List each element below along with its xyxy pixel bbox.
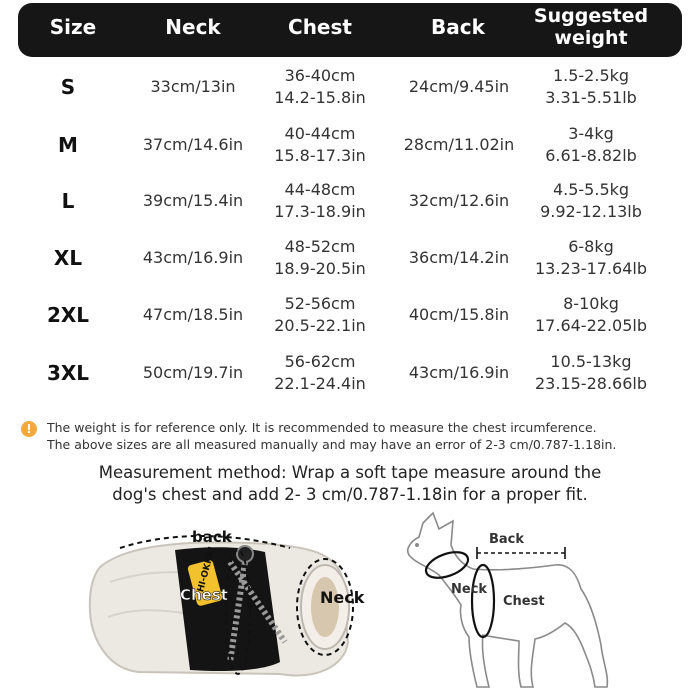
chest-cm: 44-48cm [284, 180, 356, 199]
weight-lb: 3.31-5.51lb [545, 88, 637, 107]
weight-lb: 23.15-28.66lb [535, 374, 647, 393]
chest-in: 17.3-18.9in [274, 202, 366, 221]
weight-lb: 13.23-17.64lb [535, 259, 647, 278]
back-cell: 40cm/15.8in [408, 305, 510, 324]
chest-cm: 40-44cm [284, 124, 356, 143]
chest-cm: 48-52cm [284, 237, 356, 256]
neck-cell: 47cm/18.5in [142, 305, 244, 324]
note-line-2: The above sizes are all measured manually and may have an error of 2-3 cm/0.787-1.18in. [47, 437, 617, 452]
table-row [0, 344, 700, 402]
chest-in: 15.8-17.3in [274, 146, 366, 165]
weight-kg: 6-8kg [568, 237, 614, 256]
weight-kg: 10.5-13kg [550, 352, 632, 371]
neck-cell: 33cm/13in [150, 77, 236, 96]
back-cell: 32cm/12.6in [408, 191, 510, 210]
header-size: Size [49, 15, 97, 39]
method-line-2: dog's chest and add 2- 3 cm/0.787-1.18in for a proper fit. [112, 485, 588, 504]
back-cell: 24cm/9.45in [408, 77, 510, 96]
size-cell: S [60, 75, 76, 99]
neck-cell: 43cm/16.9in [142, 248, 244, 267]
header-back: Back [431, 15, 485, 39]
coat-diagram [80, 522, 370, 697]
chest-in: 20.5-22.1in [274, 316, 366, 335]
weight-kg: 4.5-5.5kg [552, 180, 630, 199]
chest-cm: 52-56cm [284, 294, 356, 313]
size-cell: L [61, 189, 75, 213]
dog-diagram [395, 505, 620, 695]
size-cell: M [58, 133, 78, 157]
weight-cell [528, 344, 654, 402]
chest-in: 14.2-15.8in [274, 88, 366, 107]
header-weight-line1: Suggested [533, 5, 649, 27]
chest-cell [255, 116, 385, 174]
header-suggested-weight [528, 0, 654, 54]
neck-cell: 37cm/14.6in [142, 135, 244, 154]
chest-cell [255, 229, 385, 287]
weight-lb: 17.64-22.05lb [535, 316, 647, 335]
dog-neck-label: Neck [451, 582, 488, 597]
chest-cell [255, 344, 385, 402]
weight-cell [528, 58, 654, 116]
size-cell: 2XL [46, 303, 90, 327]
header-weight-line2: weight [554, 27, 628, 49]
chest-cell [255, 286, 385, 344]
chest-cm: 56-62cm [284, 352, 356, 371]
neck-cell: 50cm/19.7in [142, 363, 244, 382]
coat-back-label: back [192, 528, 232, 546]
table-row [0, 229, 700, 287]
weight-cell [528, 286, 654, 344]
weight-cell [528, 116, 654, 174]
back-cell: 36cm/14.2in [408, 248, 510, 267]
chest-in: 18.9-20.5in [274, 259, 366, 278]
table-row [0, 116, 700, 174]
neck-cell: 39cm/15.4in [142, 191, 244, 210]
weight-cell [528, 172, 654, 230]
size-cell: XL [53, 246, 83, 270]
weight-kg: 1.5-2.5kg [552, 66, 630, 85]
table-row [0, 58, 700, 116]
table-row [0, 172, 700, 230]
dog-chest-label: Chest [503, 594, 545, 609]
chest-cell [255, 58, 385, 116]
weight-kg: 3-4kg [568, 124, 614, 143]
weight-cell [528, 229, 654, 287]
chest-in: 22.1-24.4in [274, 374, 366, 393]
chest-cell [255, 172, 385, 230]
size-cell: 3XL [46, 361, 90, 385]
coat-chest-label: Chest [180, 586, 228, 604]
back-cell: 43cm/16.9in [408, 363, 510, 382]
dog-back-label: Back [489, 532, 525, 547]
table-row [0, 286, 700, 344]
header-chest: Chest [288, 15, 352, 39]
method-line-1: Measurement method: Wrap a soft tape measure around the [98, 463, 602, 482]
note-line-1: The weight is for reference only. It is recommended to measure the chest ircumference. [47, 420, 597, 435]
weight-lb: 6.61-8.82lb [545, 146, 637, 165]
brand-label: HI-OKKKI [196, 545, 218, 594]
info-icon: ! [21, 421, 37, 437]
weight-kg: 8-10kg [563, 294, 619, 313]
coat-neck-label: Neck [320, 588, 365, 607]
weight-lb: 9.92-12.13lb [540, 202, 642, 221]
header-neck: Neck [165, 15, 221, 39]
back-cell: 28cm/11.02in [403, 135, 515, 154]
chest-cm: 36-40cm [284, 66, 356, 85]
